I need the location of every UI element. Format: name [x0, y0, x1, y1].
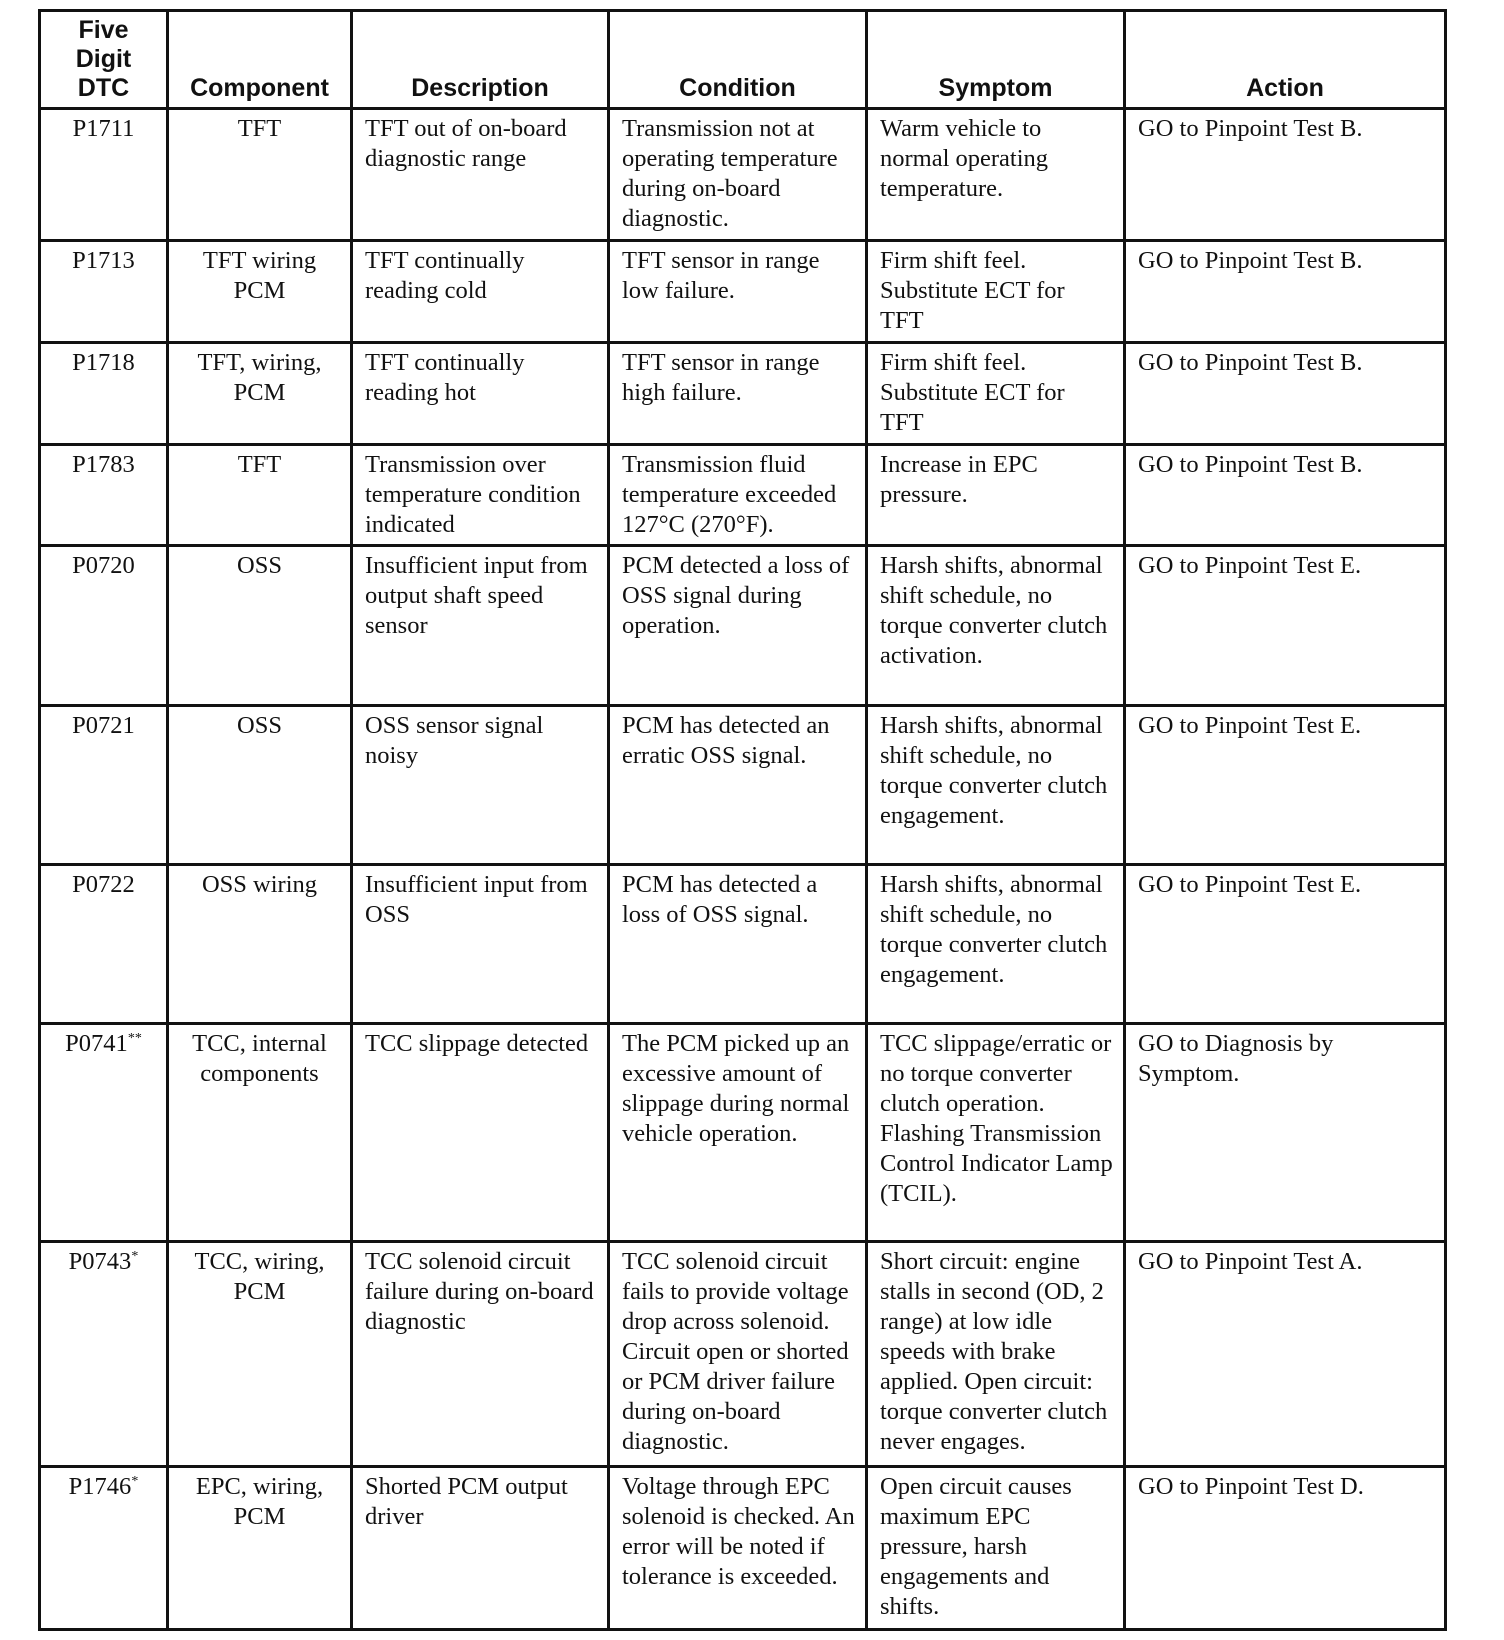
symptom-cell: Increase in EPC pressure.: [867, 444, 1125, 546]
symptom-cell: Harsh shifts, abnormal shift schedule, no torque converter clutch activation.: [867, 546, 1125, 705]
dtc-code-cell: [40, 444, 168, 546]
header-dtc: [40, 11, 168, 109]
dtc-code-cell: [40, 109, 168, 241]
dtc-code: P1713: [72, 247, 135, 275]
header-dtc-line3: DTC: [77, 74, 130, 102]
dtc-code: P0741: [65, 1030, 128, 1057]
description-cell: Insufficient input from output shaft speed sensor: [352, 546, 609, 705]
header-description: Description: [352, 11, 609, 109]
dtc-code: P0722: [72, 870, 135, 898]
action-cell: GO to Pinpoint Test B.: [1125, 109, 1446, 241]
header-symptom: Symptom: [867, 11, 1125, 109]
condition-cell: Transmission not at operating temperature during on-board diagnostic.: [609, 109, 867, 241]
table-row: [40, 864, 1446, 1023]
dtc-code: P1783: [72, 450, 135, 478]
dtc-code-cell: [40, 546, 168, 705]
dtc-code-cell: [40, 1024, 168, 1242]
symptom-cell: Firm shift feel. Substitute ECT for TFT: [867, 241, 1125, 343]
table-row: [40, 1024, 1446, 1242]
action-cell: GO to Pinpoint Test B.: [1125, 241, 1446, 343]
header-action: Action: [1125, 11, 1446, 109]
dtc-code-cell: [40, 1466, 168, 1629]
description-cell: OSS sensor signal noisy: [352, 705, 609, 864]
dtc-code: P1746: [68, 1472, 132, 1500]
dtc-code: P0743: [68, 1247, 132, 1275]
description-cell: Transmission over temperature condition indicated: [352, 444, 609, 546]
dtc-code-cell: [40, 864, 168, 1023]
component-cell: TFT wiring PCM: [168, 241, 352, 343]
symptom-cell: TCC slippage/erratic or no torque converter clutch operation. Flashing Transmission Control Indicator Lamp (TCIL).: [867, 1024, 1125, 1242]
component-cell: TFT: [168, 444, 352, 546]
description-cell: TFT continually reading cold: [352, 241, 609, 343]
header-dtc-line1: Five: [78, 16, 129, 44]
condition-cell: The PCM picked up an excessive amount of slippage during normal vehicle operation.: [609, 1024, 867, 1242]
condition-cell: PCM has detected a loss of OSS signal.: [609, 864, 867, 1023]
condition-cell: TFT sensor in range high failure.: [609, 343, 867, 445]
action-cell: GO to Pinpoint Test B.: [1125, 343, 1446, 445]
action-cell: GO to Pinpoint Test E.: [1125, 705, 1446, 864]
header-condition: Condition: [609, 11, 867, 109]
dtc-code: P1711: [72, 115, 135, 142]
description-cell: TFT out of on-board diagnostic range: [352, 109, 609, 241]
condition-cell: PCM has detected an erratic OSS signal.: [609, 705, 867, 864]
component-cell: EPC, wiring, PCM: [168, 1466, 352, 1629]
symptom-cell: Warm vehicle to normal operating temperature.: [867, 109, 1125, 241]
table-row: [40, 705, 1446, 864]
action-cell: GO to Pinpoint Test E.: [1125, 864, 1446, 1023]
component-cell: TFT: [168, 109, 352, 241]
action-cell: GO to Pinpoint Test E.: [1125, 546, 1446, 705]
dtc-code: P0721: [72, 711, 135, 739]
component-cell: OSS: [168, 705, 352, 864]
symptom-cell: Harsh shifts, abnormal shift schedule, no torque converter clutch engagement.: [867, 864, 1125, 1023]
dtc-code: P1718: [72, 349, 135, 377]
condition-cell: Voltage through EPC solenoid is checked. An error will be noted if tolerance is exceeded.: [609, 1466, 867, 1629]
condition-cell: Transmission fluid temperature exceeded 127°C (270°F).: [609, 444, 867, 546]
dtc-code-cell: [40, 343, 168, 445]
condition-cell: TFT sensor in range low failure.: [609, 241, 867, 343]
component-cell: OSS: [168, 546, 352, 705]
table-row: [40, 444, 1446, 546]
header-component: Component: [168, 11, 352, 109]
action-cell: GO to Pinpoint Test A.: [1125, 1241, 1446, 1466]
dtc-code-mark: *: [131, 1248, 139, 1264]
description-cell: Shorted PCM output driver: [352, 1466, 609, 1629]
action-cell: GO to Pinpoint Test B.: [1125, 444, 1446, 546]
header-dtc-line2: Digit: [75, 45, 132, 73]
dtc-code-mark: **: [127, 1031, 142, 1046]
description-cell: TCC solenoid circuit failure during on-board diagnostic: [352, 1241, 609, 1466]
condition-cell: PCM detected a loss of OSS signal during operation.: [609, 546, 867, 705]
action-cell: GO to Diagnosis by Symptom.: [1125, 1024, 1446, 1242]
table-row: [40, 241, 1446, 343]
table-row: [40, 343, 1446, 445]
component-cell: TCC, wiring, PCM: [168, 1241, 352, 1466]
component-cell: TCC, internal components: [168, 1024, 352, 1242]
header-row: [40, 11, 1446, 109]
condition-cell: TCC solenoid circuit fails to provide voltage drop across solenoid. Circuit open or shorted or PCM driver failure during on-board diagnostic.: [609, 1241, 867, 1466]
dtc-code-cell: [40, 1241, 168, 1466]
table-row: [40, 1241, 1446, 1466]
dtc-code-mark: *: [131, 1473, 139, 1489]
dtc-code: P0720: [72, 552, 135, 580]
dtc-table: [38, 9, 1447, 1631]
description-cell: TFT continually reading hot: [352, 343, 609, 445]
description-cell: Insufficient input from OSS: [352, 864, 609, 1023]
action-cell: GO to Pinpoint Test D.: [1125, 1466, 1446, 1629]
component-cell: OSS wiring: [168, 864, 352, 1023]
component-cell: TFT, wiring, PCM: [168, 343, 352, 445]
symptom-cell: Open circuit causes maximum EPC pressure, harsh engagements and shifts.: [867, 1466, 1125, 1629]
table-row: [40, 109, 1446, 241]
symptom-cell: Firm shift feel. Substitute ECT for TFT: [867, 343, 1125, 445]
description-cell: TCC slippage detected: [352, 1024, 609, 1242]
dtc-code-cell: [40, 241, 168, 343]
symptom-cell: Harsh shifts, abnormal shift schedule, no torque converter clutch engagement.: [867, 705, 1125, 864]
table-row: [40, 1466, 1446, 1629]
dtc-code-cell: [40, 705, 168, 864]
symptom-cell: Short circuit: engine stalls in second (OD, 2 range) at low idle speeds with brake applied. Open circuit: torque converter clutch never engages.: [867, 1241, 1125, 1466]
dtc-table-sheet: [38, 9, 1444, 1631]
table-row: [40, 546, 1446, 705]
